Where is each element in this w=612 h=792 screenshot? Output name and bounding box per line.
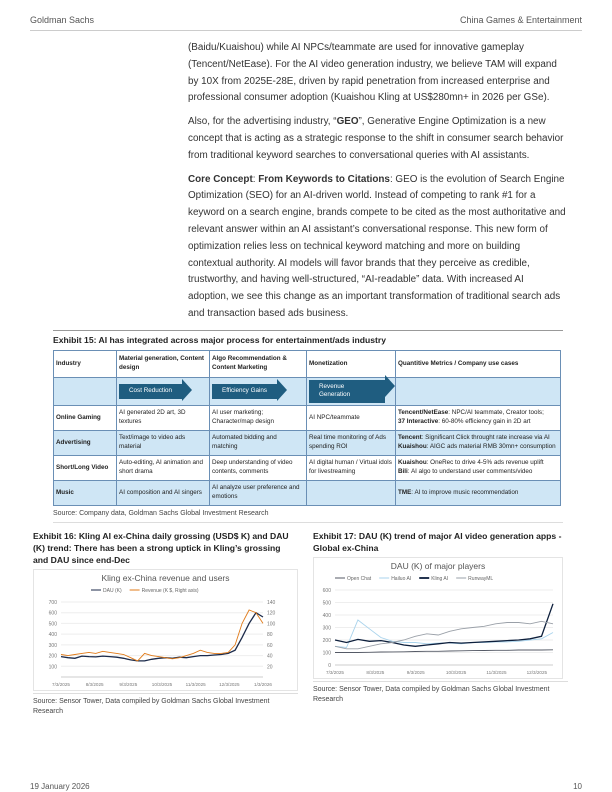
- table-cell: AI user marketing; Character/map design: [210, 405, 307, 430]
- y2-tick-label: 100: [267, 621, 276, 628]
- header-divider: [30, 30, 582, 31]
- arrow-efficiency-gains: Efficiency Gains: [212, 384, 277, 399]
- metrics-cell: [396, 430, 561, 455]
- y-tick-label: 200: [48, 653, 57, 660]
- table-cell: Real time monitoring of Ads spending ROI: [307, 430, 396, 455]
- x-tick-label: 11/3/2025: [185, 681, 206, 687]
- exhibit-16-title: Exhibit 16: Kling AI ex-China daily grossing (USD$ K) and DAU (K) trend: There has been a strong uptick in Kling’s grossing and DAU since end-Dec: [33, 530, 289, 565]
- header-cell: Algo Recommendation & Content Marketing: [210, 350, 307, 377]
- body-text: [188, 40, 566, 323]
- company: Bili: [398, 467, 408, 475]
- exhibit-17: [313, 530, 568, 717]
- metric: : Significant Click throught rate increase via AI: [421, 434, 550, 442]
- table-cell: [307, 480, 396, 505]
- x-tick-label: 12/3/2025: [219, 681, 240, 687]
- company: Tencent: [398, 434, 422, 442]
- y2-tick-label: 20: [267, 664, 273, 671]
- metrics-cell: [396, 455, 561, 480]
- y-tick-label: 200: [322, 637, 331, 644]
- divider: [313, 681, 568, 682]
- text-bold: GEO: [336, 116, 359, 128]
- metric: : AI algo to understand user comments/video: [407, 467, 533, 475]
- y2-tick-label: 120: [267, 610, 276, 617]
- exhibits-16-17: [0, 530, 612, 717]
- header-cell: Monetization: [307, 350, 396, 377]
- y2-tick-label: 140: [267, 599, 276, 606]
- y2-tick-label: 80: [267, 631, 273, 638]
- legend-label: RunwayML: [468, 575, 494, 582]
- y2-tick-label: 60: [267, 642, 273, 649]
- text: : GEO is the evolution of Search Engine Optimization (SEO) for an AI-driven world. Instead of competing to rank #1 for a keyword on a search engine, brands compete to be cited as the most authoritative and relevant answer within an AI assistant’s conversational response. This new form of optimization relies less on technical keyword matching and more on building contextual authority. AI models will favor brands that they perceive as credible, trustworthy, and having well-structured, “AI-readable” data. With increased AI adoption, we see this change as an important transformation of traditional search ads and transaction based ads business.: [188, 173, 566, 319]
- metrics-cell: [396, 480, 561, 505]
- exhibit-15-source: Source: Company data, Goldman Sachs Global Investment Research: [53, 509, 269, 517]
- chart-kling-revenue-users: [33, 569, 298, 691]
- paragraph: (Baidu/Kuaishou) while AI NPCs/teammate are used for innovative gameplay (Tencent/NetEase). For the AI video generation industry, we believe TAM will expand by 10X from 2025E-28E, driven by rapid penetration from increased enterprise and professional consumer adoption (Kuaishou Kling at US$280mn+ in 2026 per GSe).: [188, 42, 557, 104]
- x-tick-label: 8/3/2025: [85, 681, 104, 687]
- y-tick-label: 600: [48, 610, 57, 617]
- table-cell: AI analyze user preference and emotions: [210, 480, 307, 505]
- company: Kuaishou: [398, 442, 427, 450]
- text: :: [252, 173, 259, 185]
- text: Also, for the advertising industry, “: [188, 116, 337, 128]
- table-row: [54, 455, 561, 480]
- x-tick-label: 10/3/2025: [151, 681, 173, 687]
- legend-label: Open Chat: [347, 575, 372, 582]
- chart-title: DAU (K) of major players: [390, 560, 486, 571]
- y-tick-label: 400: [48, 631, 57, 638]
- table-cell: Automated bidding and matching: [210, 430, 307, 455]
- y-tick-label: 300: [48, 642, 57, 649]
- y-tick-label: 100: [322, 650, 331, 657]
- exhibit-15-title: Exhibit 15: AI has integrated across major process for entertainment/ads industry: [53, 334, 387, 345]
- table-row: [54, 430, 561, 455]
- metric: : AIGC ads material RMB 30mn+ consumption: [426, 442, 556, 450]
- metric: : OneRec to drive 4-5% ads revenue uplift: [426, 459, 544, 467]
- page-content: [0, 40, 612, 717]
- table-cell: AI composition and AI singers: [117, 480, 210, 505]
- industry-cell: Online Gaming: [54, 405, 117, 430]
- metric: : AI to improve music recommendation: [411, 488, 519, 496]
- table-row: [54, 405, 561, 430]
- page-number: 10: [573, 782, 582, 791]
- exhibit-15: [53, 330, 563, 523]
- industry-cell: Short/Long Video: [54, 455, 117, 480]
- arrow-cost-reduction: Cost Reduction: [119, 384, 182, 399]
- exhibit-17-title: Exhibit 17: DAU (K) trend of major AI video generation apps - Global ex-China: [313, 530, 562, 553]
- y-tick-label: 500: [322, 600, 331, 607]
- y-tick-label: 500: [48, 621, 57, 628]
- paragraph: [188, 172, 566, 323]
- text-bold: Core Concept: [188, 173, 253, 185]
- y2-tick-label: 40: [267, 653, 273, 660]
- table-cell: AI generated 2D art, 3D textures: [117, 405, 210, 430]
- company: TME: [398, 488, 412, 496]
- legend-label: Kling AI: [431, 575, 449, 582]
- header-brand: Goldman Sachs: [30, 15, 95, 25]
- exhibit-16-source: Source: Sensor Tower, Data compiled by Goldman Sachs Global Investment Research: [33, 697, 270, 715]
- divider: [53, 522, 563, 523]
- metric: : 60-80% efficiency gain in 2D art: [438, 417, 531, 425]
- paragraph: [188, 114, 566, 164]
- header-cell: Industry: [54, 350, 117, 377]
- arrow-cell: [117, 377, 210, 405]
- table-cell: Auto-editing, AI animation and short drama: [117, 455, 210, 480]
- arrow-revenue-generation: Revenue Generation: [309, 380, 385, 403]
- text-bold: From Keywords to Citations: [258, 173, 390, 185]
- table-row: [54, 480, 561, 505]
- x-tick-label: 7/3/2025: [326, 669, 344, 675]
- arrow-cell: [210, 377, 307, 405]
- y-tick-label: 400: [322, 612, 331, 619]
- x-tick-label: 8/3/2025: [366, 669, 385, 675]
- empty-cell: [54, 377, 117, 405]
- metrics-cell: [396, 405, 561, 430]
- y-tick-label: 700: [48, 599, 57, 606]
- header-cell: Quantitive Metrics / Company use cases: [396, 350, 561, 377]
- header-section: China Games & Entertainment: [459, 15, 582, 25]
- exhibit-15-table: [53, 350, 561, 506]
- arrow-row: [54, 377, 561, 405]
- metric: : NPC/AI teammate, Creator tools;: [448, 409, 544, 417]
- table-header-row: [54, 350, 561, 377]
- empty-cell: [396, 377, 561, 405]
- divider: [33, 693, 298, 694]
- arrow-cell: [307, 377, 396, 405]
- legend-label: Hailuo AI: [391, 575, 412, 582]
- exhibit-17-source: Source: Sensor Tower, Data compiled by Goldman Sachs Global Investment Research: [313, 685, 550, 703]
- company: Kuaishou: [398, 459, 427, 467]
- y-tick-label: 600: [322, 587, 331, 594]
- exhibit-16: [33, 530, 298, 717]
- chart-title: Kling ex-China revenue and users: [101, 572, 230, 583]
- divider: [53, 330, 563, 331]
- y-tick-label: 100: [48, 664, 57, 671]
- table-cell: Text/image to video ads material: [117, 430, 210, 455]
- chart-dau-major-players: [313, 557, 563, 679]
- y-tick-label: 300: [322, 625, 331, 632]
- y-tick-label: 0: [328, 662, 331, 669]
- table-cell: AI digital human / Virtual idols for livestreaming: [307, 455, 396, 480]
- x-tick-label: 11/3/2025: [486, 669, 507, 675]
- industry-cell: Music: [54, 480, 117, 505]
- x-tick-label: 7/3/2025: [52, 681, 70, 687]
- table-cell: AI NPC/teammate: [307, 405, 396, 430]
- x-tick-label: 12/3/2025: [526, 669, 548, 675]
- text: ”, Generative Engine Optimization is a new concept that is acting as a strategic response to the shift in consumer search behavior from traditional keyword searches to conversational queries with AI assistants.: [188, 116, 564, 161]
- industry-cell: Advertising: [54, 430, 117, 455]
- x-tick-label: 9/3/2025: [119, 681, 138, 687]
- company: Tencent/NetEase: [398, 409, 449, 417]
- legend-label: Revenue (K $, Right axis): [141, 587, 199, 594]
- x-tick-label: 10/3/2025: [445, 669, 467, 675]
- footer-date: 19 January 2026: [30, 782, 90, 791]
- x-tick-label: 9/3/2025: [406, 669, 425, 675]
- company: 37 Interactive: [398, 417, 439, 425]
- legend-label: DAU (K): [103, 587, 122, 594]
- x-tick-label: 1/3/2026: [254, 681, 272, 687]
- header-cell: Material generation, Content design: [117, 350, 210, 377]
- table-cell: Deep understanding of video contents, comments: [210, 455, 307, 480]
